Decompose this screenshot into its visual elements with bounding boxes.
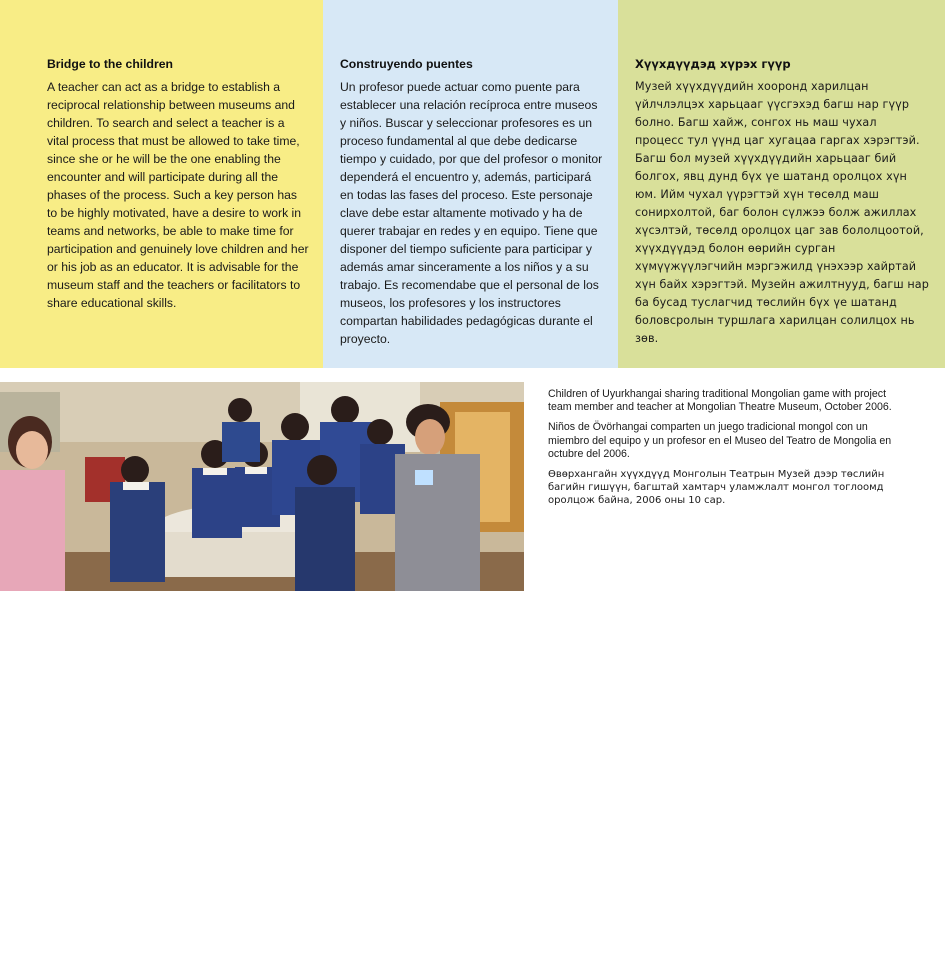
- mongolian-heading: Хүүхдүүдэд хүрэх гүүр: [635, 57, 791, 71]
- caption-mongolian: Өвөрхангайн хүүхдүүд Монголын Театрын Музей дээр төслийн багийн гишүүн, багштай хамтарч уламжлалт монгол тоглоомд оролцож байна, 2006 оны 10 сар.: [548, 469, 885, 507]
- page-number: 15: [22, 936, 45, 954]
- english-body: A teacher can act as a bridge to establish a reciprocal relationship between museums and children. To search and select a teacher is a vital process that must be allowed to take time, since she or he will be the one enabling the encounter and will participate during all the phases of the process. Such a key person has to be highly motivated, have a desire to work in teams and networks, be able to make time for participation and genuinely love children and her or his job as an educator. It is advisable for the museum staff and the teachers or facilitators to share educational skills.: [47, 80, 309, 310]
- spanish-heading: Construyendo puentes: [340, 57, 473, 71]
- classroom-photo: [0, 382, 524, 954]
- mongolian-body: Музей хүүхдүүдийн хооронд харилцан үйлчлэлцэх харьцааг үүсгэхэд багш нар гүүр болно. Багш хайж, сонгох нь маш чухал процесс тул үүнд цаг хугацаа гаргах хэрэгтэй. Багш бол музей хүүхдүүдийн харьцааг бий болгох, явц дунд бүх үе шатанд оролцох хүн юм. Ийм чухал үүрэгтэй хүн төсөлд маш сонирхолтой, баг болон сүлжээ болж ажиллах хүсэлтэй, төсөлд оролцох цаг зав бололцоотой, хүүхдүүдэд болон өөрийн сурган хүмүүжүүлэгчийн мэргэжилд үнэхээр хайртай хүн байх хэрэгтэй. Музейн ажилтнууд, багш нар ба бусад туслагчид төслийн бүх үе шатанд боловсролын туршлага харилцан солилцох нь зөв.: [635, 80, 929, 345]
- caption-spanish: Niños de Övörhangai comparten un juego tradicional mongol con un miembro del equipo y un profesor en el Museo del Teatro de Mongolia en octubre del 2006.: [548, 421, 892, 460]
- photo-captions: [548, 388, 893, 515]
- caption-english: Children of Uyurkhangai sharing traditional Mongolian game with project team member and teacher at Mongolian Theatre Museum, October 2006.: [548, 388, 892, 414]
- english-column: [0, 0, 323, 368]
- english-heading: Bridge to the children: [47, 57, 173, 71]
- spanish-body: Un profesor puede actuar como puente para establecer una relación recíproca entre museos y niños. Buscar y seleccionar profesores es un proceso fundamental al que debe dedicarse tiempo y cuidado, por que del profesor o monitor dependerá el encuentro y, además, participará en todas las fases del proceso. Este personaje clave debe estar altamente motivado y ha de querer trabajar en redes y en equipo. Tiene que disponer del tiempo suficiente para participar y además amar sinceramente a los niños y a su trabajo. Es recomendabe que el personal de los museos, los profesores y los instructores compartan habilidades pedagógicas durante el proyecto.: [340, 80, 603, 346]
- mongolian-column: [618, 0, 945, 368]
- spanish-column: [323, 0, 618, 368]
